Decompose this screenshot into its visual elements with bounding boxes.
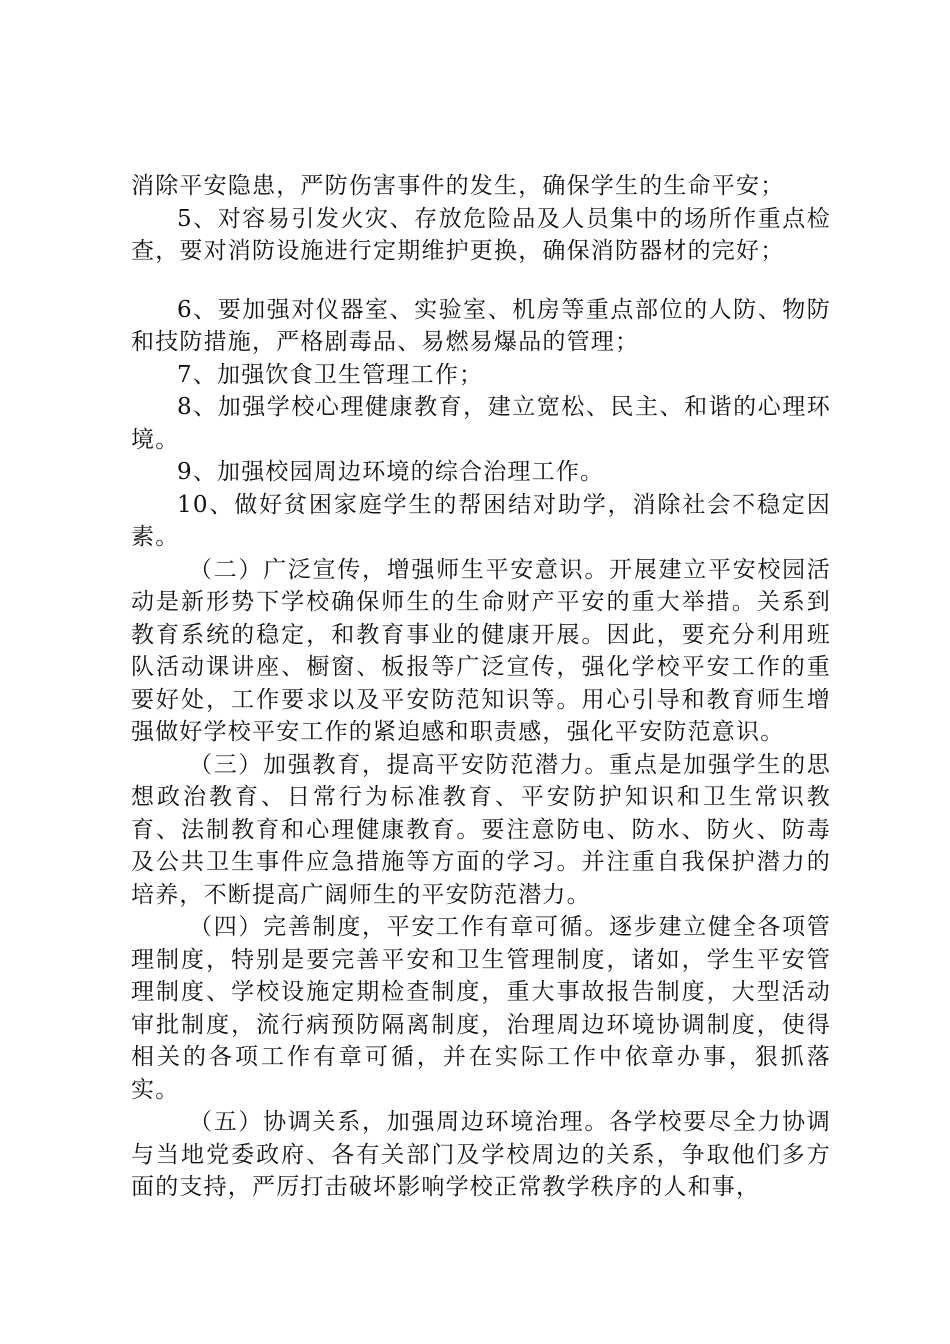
- paragraph-item-10: 10、做好贫困家庭学生的帮困结对助学，消除社会不稳定因素。: [131, 491, 831, 550]
- paragraph-item-9: 9、加强校园周边环境的综合治理工作。: [177, 459, 605, 485]
- document-body: [131, 170, 831, 1204]
- blank-line: [131, 268, 831, 294]
- section-4-paragraph: （四）完善制度，平安工作有章可循。逐步建立健全各项管理制度，特别是要完善平安和卫生管理制度，诸如，学生平安管理制度、学校设施定期检查制度，重大事故报告制度，大型活动审批制度，流行病预防隔离制度，治理周边环境协调制度，使得相关的各项工作有章可循，并在实际工作中依章办事，狠抓落实。: [131, 914, 831, 1103]
- paragraph-item-6: 6、要加强对仪器室、实验室、机房等重点部位的人防、物防和技防措施，严格剧毒品、易燃易爆品的管理；: [131, 296, 831, 355]
- paragraph-item-5: 5、对容易引发火灾、存放危险品及人员集中的场所作重点检查，要对消防设施进行定期维护更换，确保消防器材的完好；: [131, 205, 831, 264]
- section-5-paragraph: （五）协调关系，加强周边环境治理。各学校要尽全力协调与当地党委政府、各有关部门及学校周边的关系，争取他们多方面的支持，严厉打击破坏影响学校正常教学秩序的人和事，: [131, 1109, 831, 1200]
- paragraph-item-7: 7、加强饮食卫生管理工作；: [177, 361, 484, 388]
- paragraph-1: 消除平安隐患，严防伤害事件的发生，确保学生的生命平安；: [131, 173, 785, 199]
- section-2-paragraph: （二）广泛宣传，增强师生平安意识。开展建立平安校园活动是新形势下学校确保师生的生命财产平安的重大举措。关系到教育系统的稳定，和教育事业的健康开展。因此，要充分利用班队活动课讲座、橱窗、板报等广泛宣传，强化学校平安工作的重要好处，工作要求以及平安防范知识等。用心引导和教育师生增强做好学校平安工作的紧迫感和职责感，强化平安防范意识。: [131, 556, 831, 745]
- section-3-paragraph: （三）加强教育，提高平安防范潜力。重点是加强学生的思想政治教育、日常行为标准教育、平安防护知识和卫生常识教育、法制教育和心理健康教育。要注意防电、防水、防火、防毒及公共卫生事件应急措施等方面的学习。并注重自我保护潜力的培养，不断提高广阔师生的平安防范潜力。: [131, 751, 831, 908]
- paragraph-item-8: 8、加强学校心理健康教育，建立宽松、民主、和谐的心理环境。: [131, 394, 831, 453]
